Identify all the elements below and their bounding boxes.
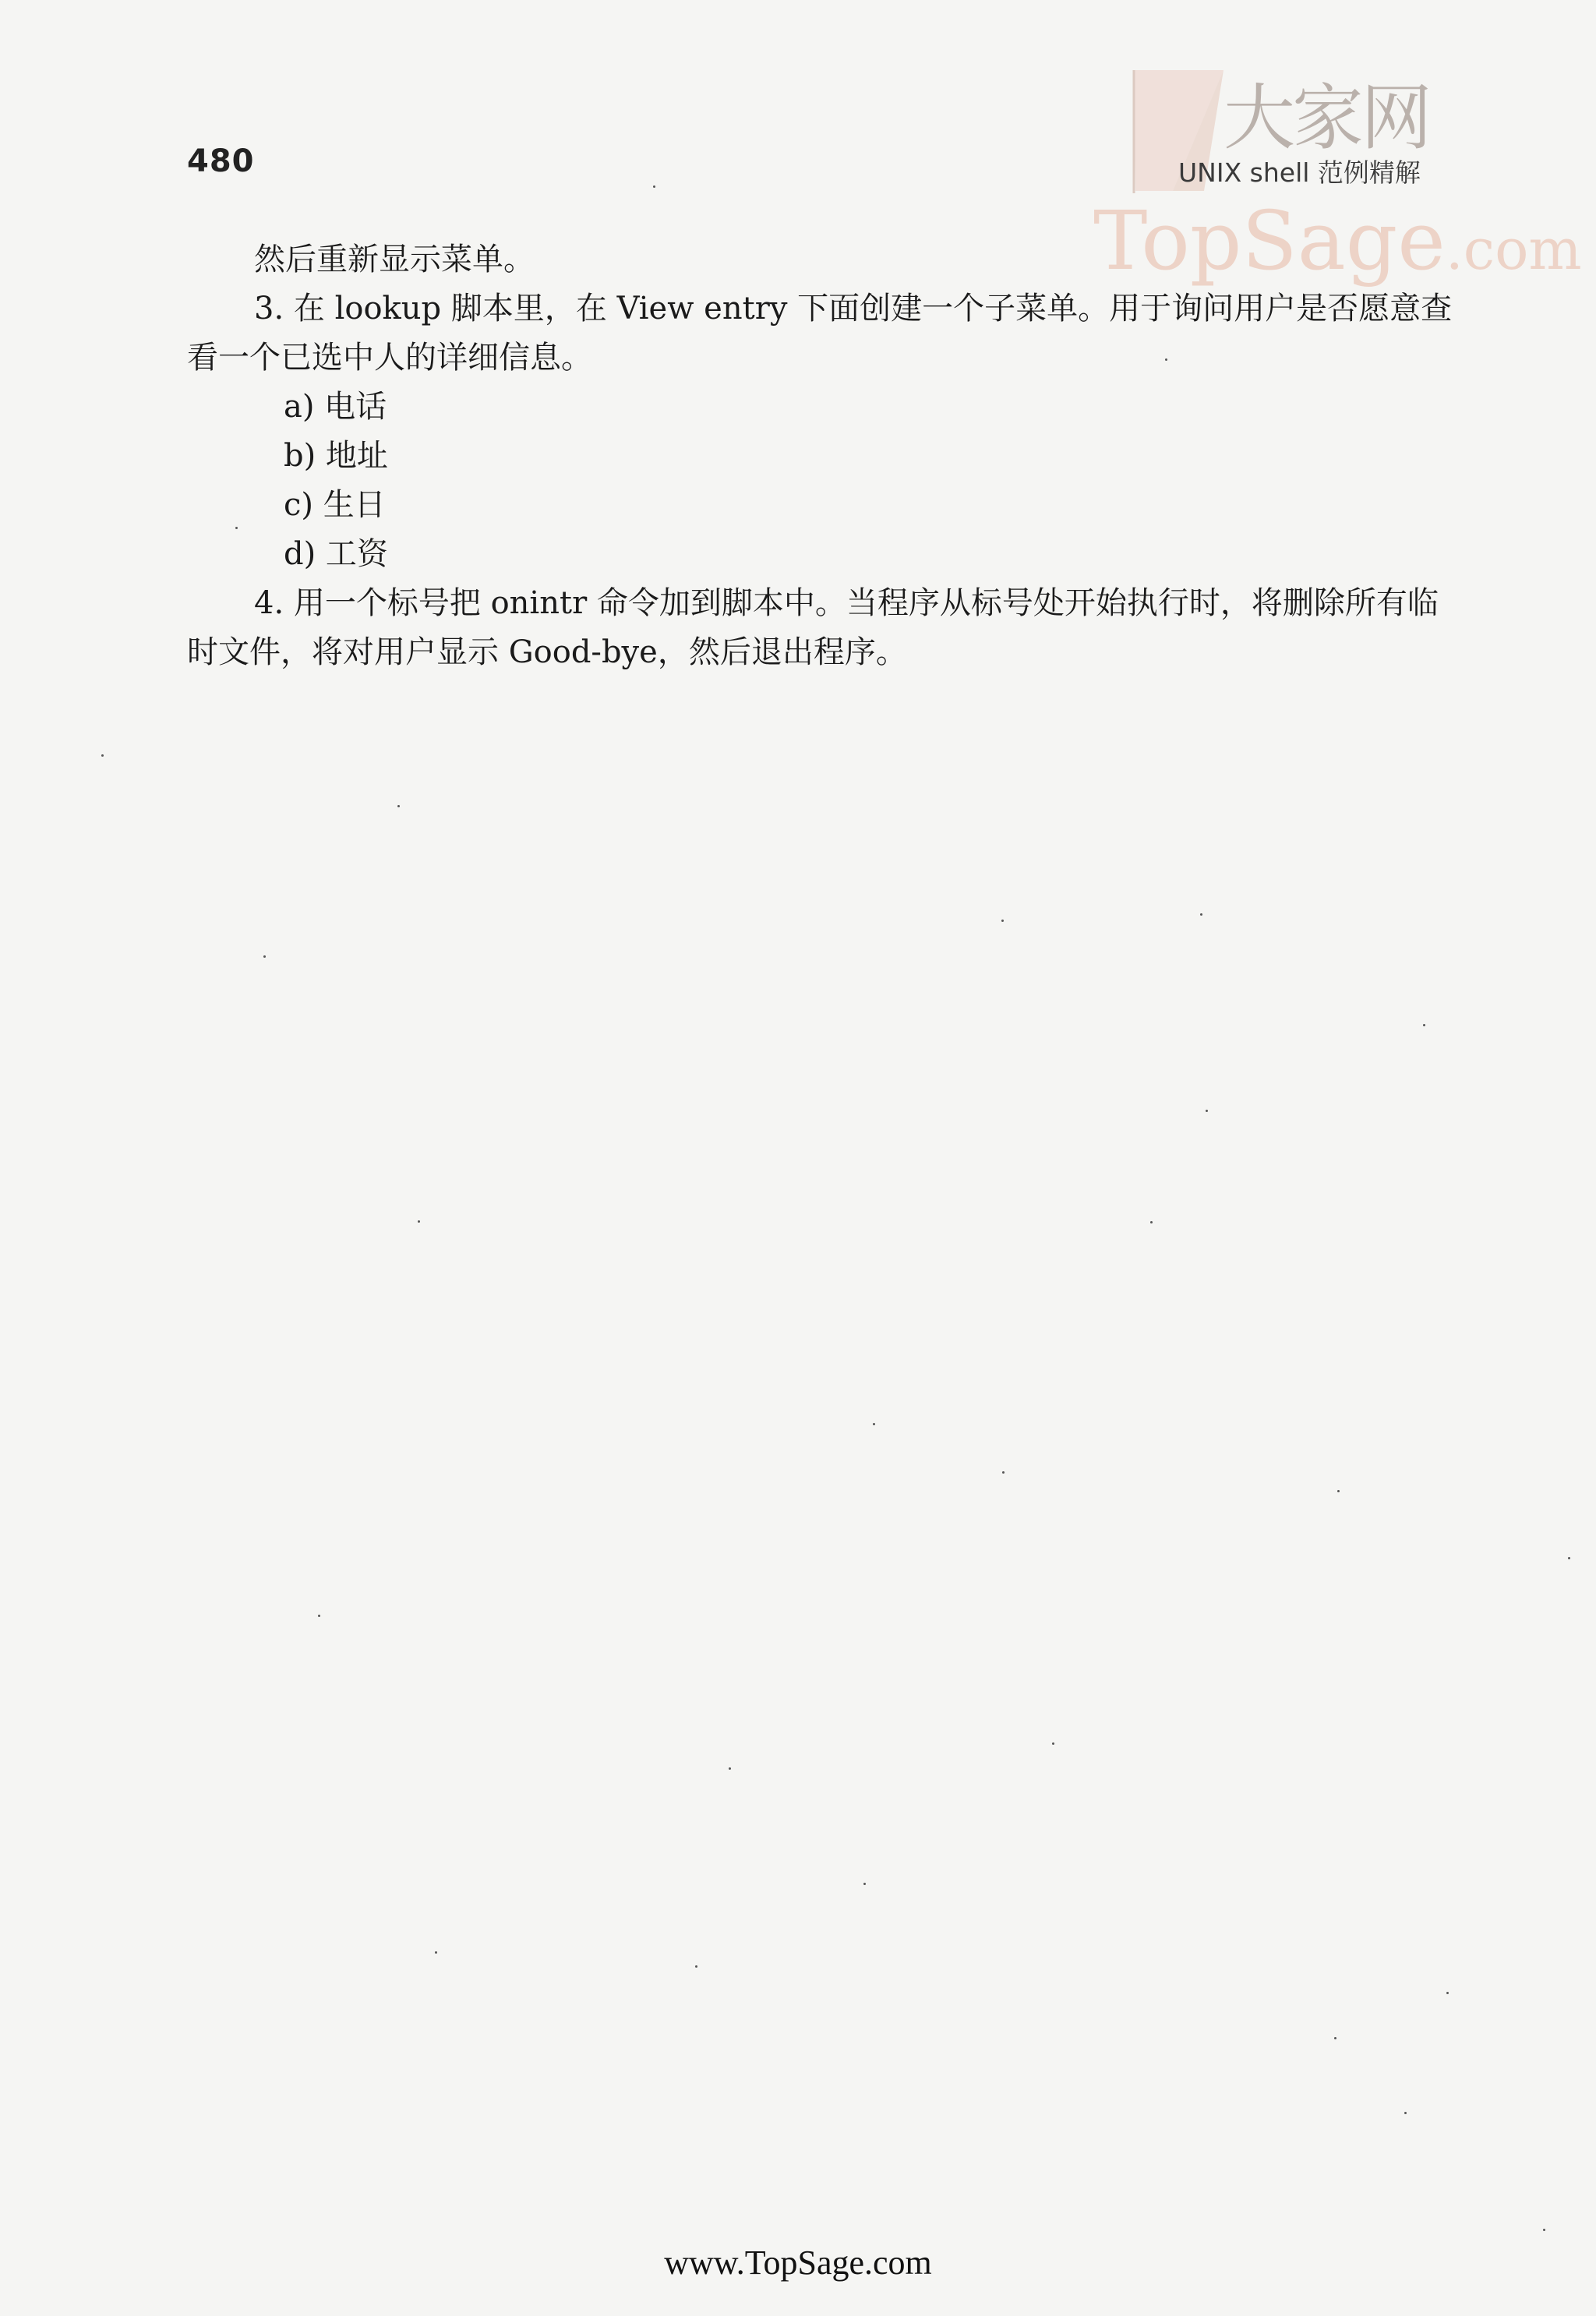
scan-speck (235, 527, 238, 529)
scan-speck (1446, 1992, 1449, 1994)
scan-speck (695, 1965, 697, 1968)
option-phone: a) 电话 (284, 389, 387, 425)
scan-speck (1150, 1221, 1153, 1223)
scan-speck (1052, 1742, 1054, 1745)
watermark-chinese-text: 大家网 (1223, 76, 1430, 160)
running-head: UNIX shell 范例精解 (1178, 157, 1421, 188)
scan-speck (1543, 2229, 1545, 2231)
scan-speck (1002, 1471, 1005, 1474)
scan-speck (873, 1423, 875, 1425)
exercise-item-3: 3. 在 lookup 脚本里，在 View entry 下面创建一个子菜单。用于询问用户是否愿意查看一个已选中人的详细信息。 (187, 291, 1453, 376)
scan-speck (1423, 1024, 1425, 1026)
option-birthday: c) 生日 (284, 487, 386, 523)
scan-speck (1200, 913, 1202, 916)
scan-speck (435, 1951, 437, 1954)
scan-speck (418, 1220, 420, 1223)
scan-speck (318, 1615, 320, 1617)
scan-speck (101, 754, 104, 757)
option-salary: d) 工资 (284, 536, 388, 572)
scan-speck (263, 955, 266, 958)
scan-speck (1334, 2037, 1336, 2039)
scan-speck (397, 805, 400, 807)
scan-speck (863, 1883, 866, 1885)
paragraph-continuation: 然后重新显示菜单。 (254, 242, 535, 277)
scan-speck (1165, 358, 1167, 361)
watermark-site-name: TopSage (1093, 193, 1446, 288)
scan-speck (729, 1767, 731, 1770)
scan-speck (1206, 1110, 1208, 1112)
footer-url: www.TopSage.com (664, 2244, 932, 2282)
option-address: b) 地址 (284, 438, 388, 474)
exercise-item-4: 4. 用一个标号把 onintr 命令加到脚本中。当程序从标号处开始执行时，将删除所有临时文件，将对用户显示 Good-bye，然后退出程序。 (187, 585, 1439, 670)
watermark-site-suffix: .com (1445, 217, 1582, 282)
page-number: 480 (187, 143, 255, 179)
scan-speck (1337, 1490, 1340, 1492)
scan-speck (653, 185, 655, 188)
scan-speck (1404, 2112, 1407, 2114)
page-body (187, 235, 1457, 677)
scan-speck (1001, 920, 1004, 922)
scan-speck (1568, 1557, 1570, 1559)
